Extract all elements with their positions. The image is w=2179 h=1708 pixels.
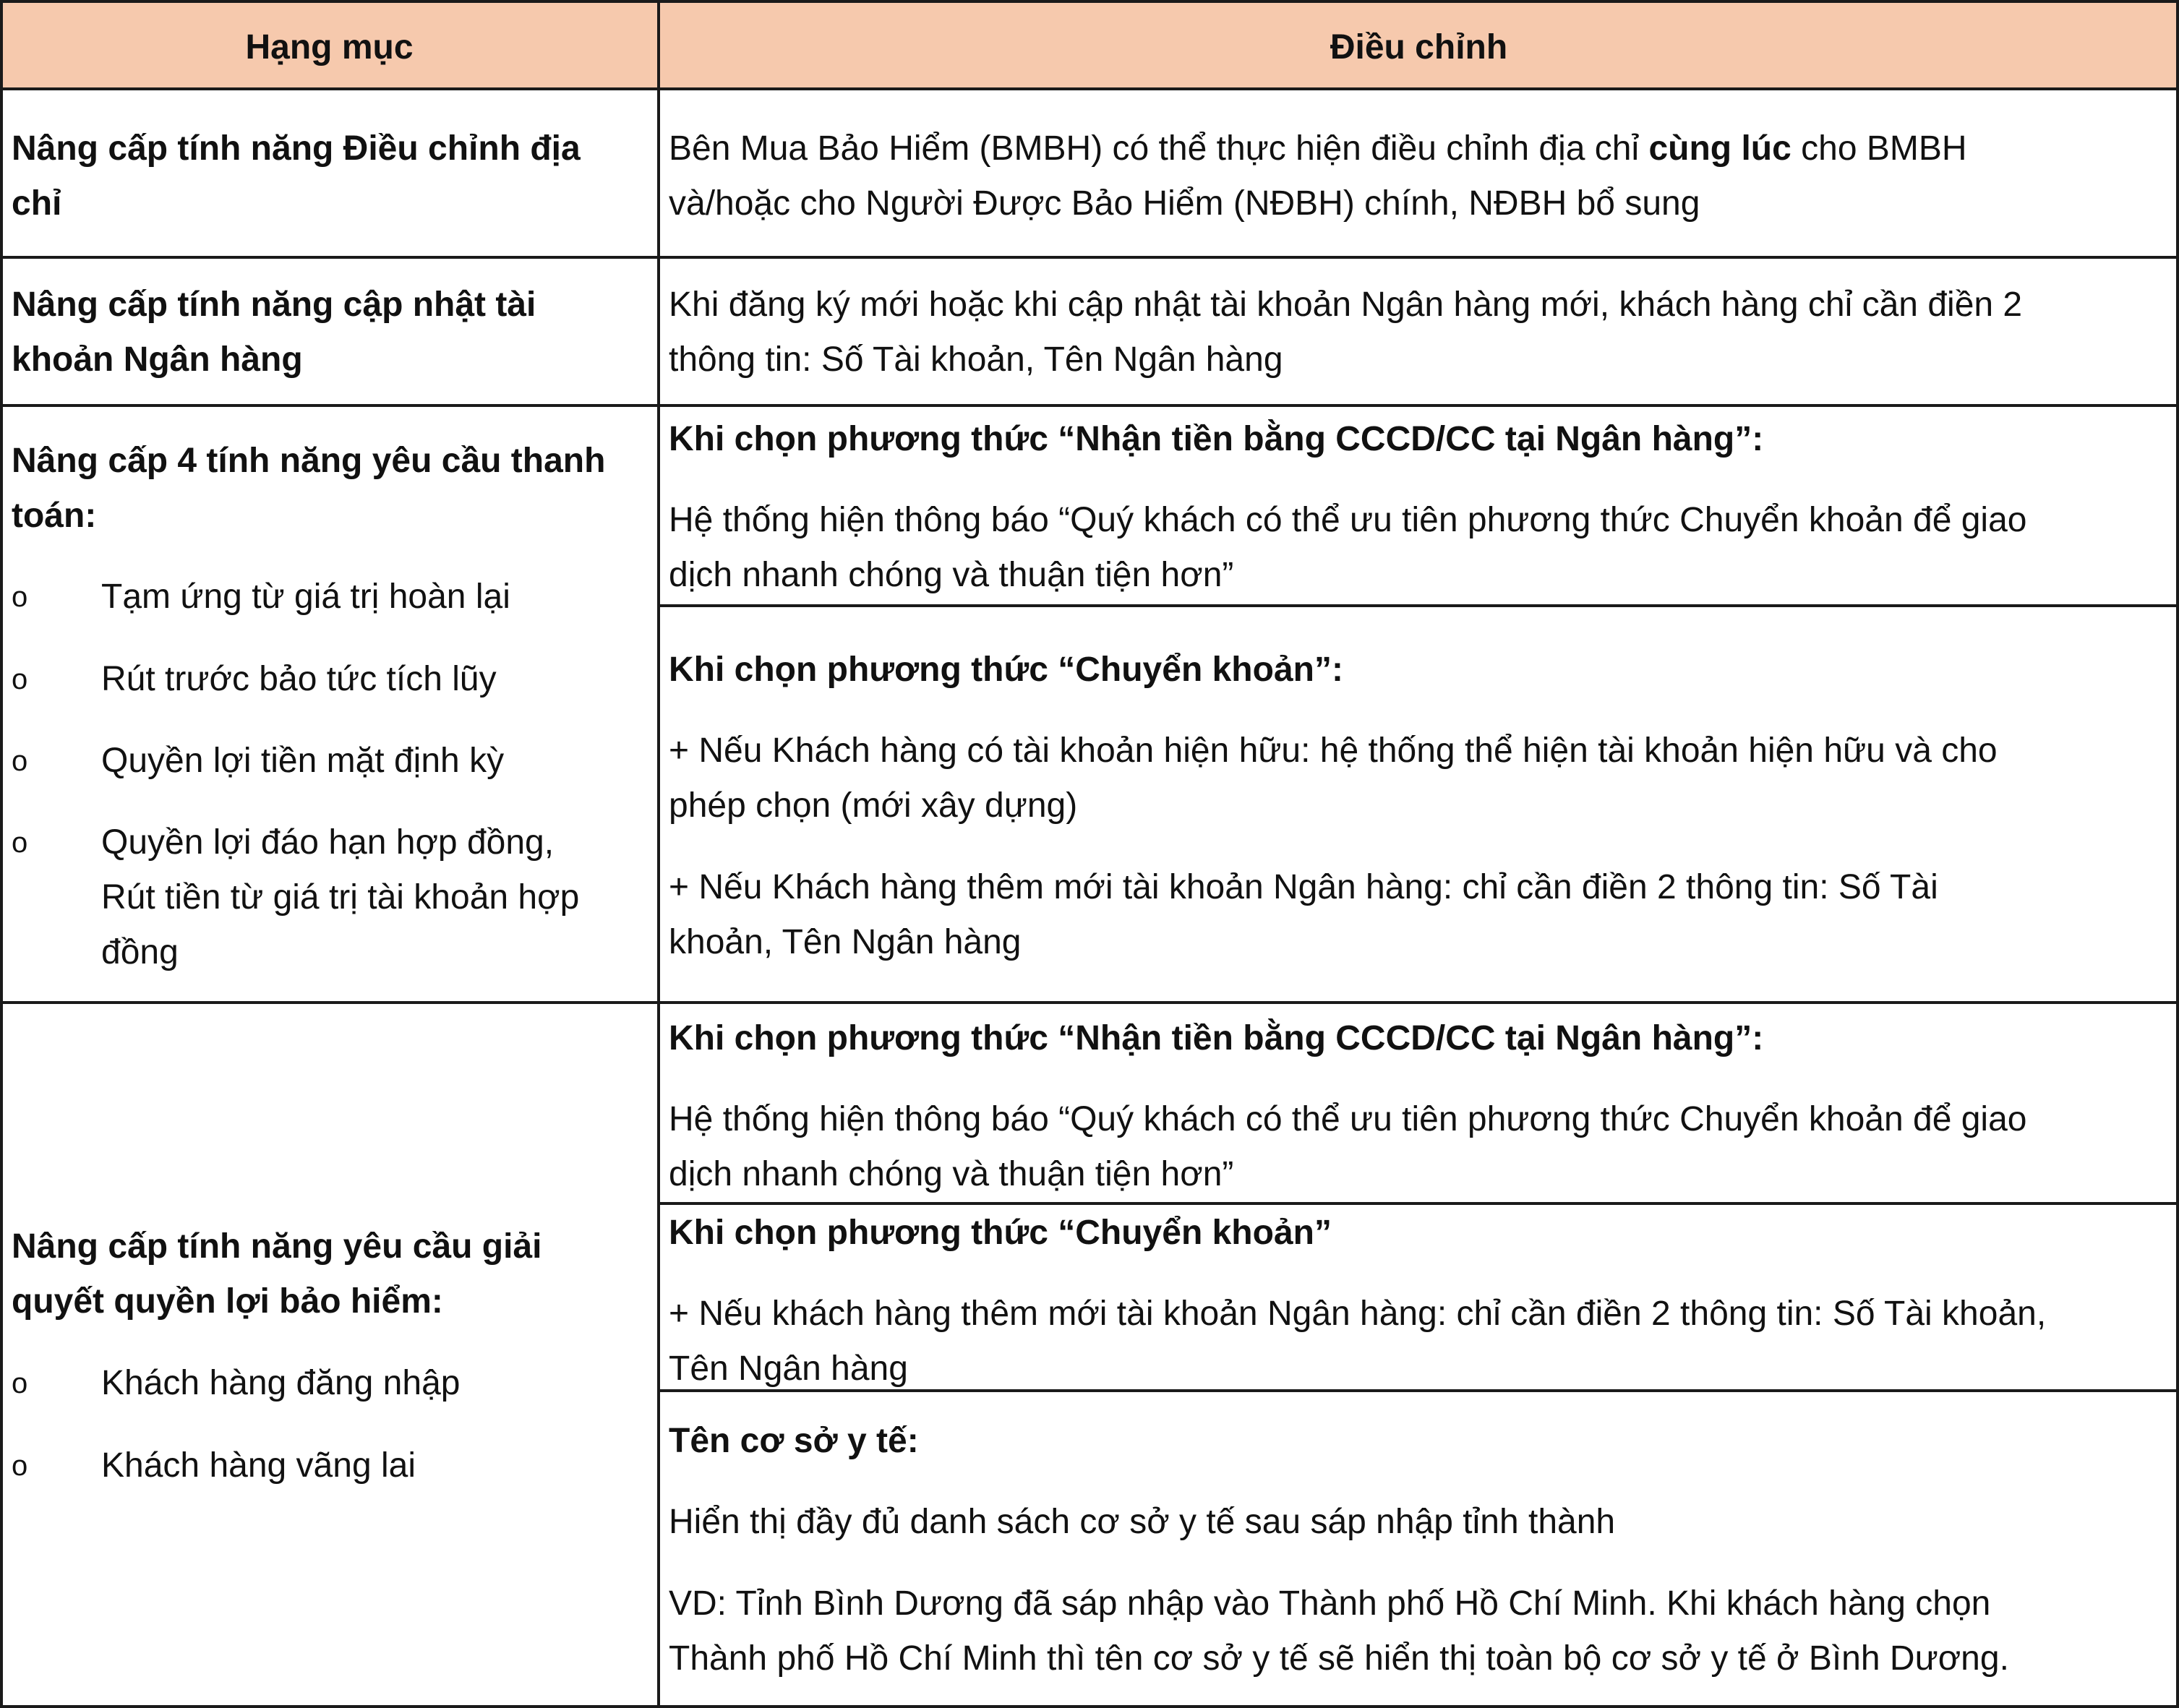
header-divider: [0, 87, 2179, 90]
table-border-top: [0, 0, 2179, 3]
row-divider: [0, 256, 2179, 259]
row1-adjustment-bold: cùng lúc: [1648, 129, 1791, 168]
row3-adjustment-line: khoản, Tên Ngân hàng: [669, 923, 1022, 961]
row2-category-line: khoản Ngân hàng: [12, 340, 303, 379]
bullet-icon: o: [12, 1368, 28, 1399]
row4-adjustment-heading: Khi chọn phương thức “Nhận tiền bằng CCCD/CC tại Ngân hàng”:: [669, 1019, 1764, 1057]
row4-adjustment-line: Hiển thị đầy đủ danh sách cơ sở y tế sau sáp nhập tỉnh thành: [669, 1503, 1616, 1541]
row4-category-item: Khách hàng đăng nhập: [101, 1364, 461, 1402]
row3-category-item: Rút trước bảo tức tích lũy: [101, 660, 497, 698]
row4-adjustment-line: Thành phố Hồ Chí Minh thì tên cơ sở y tế sẽ hiển thị toàn bộ cơ sở y tế ở Bình Dương.: [669, 1639, 2009, 1678]
row1-adjustment-text: cho BMBH: [1791, 129, 1967, 168]
row-divider: [0, 404, 2179, 407]
subcell-divider: [659, 1202, 2179, 1205]
row4-category-item: Khách hàng vãng lai: [101, 1446, 416, 1485]
row3-category-item: Tạm ứng từ giá trị hoàn lại: [101, 578, 510, 616]
row3-category-title: Nâng cấp 4 tính năng yêu cầu thanh: [12, 442, 606, 480]
row4-adjustment-line: Hệ thống hiện thông báo “Quý khách có thể ưu tiên phương thức Chuyển khoản để giao: [669, 1100, 2027, 1138]
row3-adjustment-heading: Khi chọn phương thức “Chuyển khoản”:: [669, 651, 1343, 689]
bullet-icon: o: [12, 581, 28, 613]
bullet-icon: o: [12, 1450, 28, 1482]
row3-category-item: Rút tiền từ giá trị tài khoản hợp: [101, 878, 580, 917]
bullet-icon: o: [12, 827, 28, 859]
row2-category-line: Nâng cấp tính năng cập nhật tài: [12, 286, 536, 324]
row4-adjustment-heading: Khi chọn phương thức “Chuyển khoản”: [669, 1214, 1332, 1252]
row1-adjustment-line: [669, 121, 1967, 176]
row4-adjustment-line: VD: Tỉnh Bình Dương đã sáp nhập vào Thành phố Hồ Chí Minh. Khi khách hàng chọn: [669, 1584, 1991, 1623]
row2-adjustment-line: Khi đăng ký mới hoặc khi cập nhật tài khoản Ngân hàng mới, khách hàng chỉ cần điền 2: [669, 286, 2023, 324]
table-border-bottom: [0, 1705, 2179, 1708]
row-divider: [0, 1001, 2179, 1004]
row1-adjustment-text: Bên Mua Bảo Hiểm (BMBH) có thể thực hiện điều chỉnh địa chỉ: [669, 129, 1649, 168]
row3-adjustment-line: + Nếu Khách hàng có tài khoản hiện hữu: hệ thống thể hiện tài khoản hiện hữu và cho: [669, 731, 1998, 770]
row3-adjustment-line: dịch nhanh chóng và thuận tiện hơn”: [669, 556, 1234, 594]
row4-adjustment-line: dịch nhanh chóng và thuận tiện hơn”: [669, 1155, 1234, 1193]
row3-adjustment-line: phép chọn (mới xây dựng): [669, 786, 1078, 825]
row3-category-title: toán:: [12, 497, 97, 535]
row4-category-title: Nâng cấp tính năng yêu cầu giải: [12, 1227, 542, 1266]
row4-category-title: quyết quyền lợi bảo hiểm:: [12, 1282, 443, 1321]
header-col-category: Hạng mục: [245, 28, 414, 66]
header-col-adjustment: Điều chỉnh: [1330, 28, 1508, 66]
bullet-icon: o: [12, 745, 28, 777]
bullet-icon: o: [12, 664, 28, 695]
row3-adjustment-line: Hệ thống hiện thông báo “Quý khách có thể ưu tiên phương thức Chuyển khoản để giao: [669, 501, 2027, 539]
row4-adjustment-heading: Tên cơ sở y tế:: [669, 1422, 919, 1460]
row3-category-item: Quyền lợi đáo hạn hợp đồng,: [101, 823, 555, 862]
row3-adjustment-line: + Nếu Khách hàng thêm mới tài khoản Ngân hàng: chỉ cần điền 2 thông tin: Số Tài: [669, 868, 1938, 906]
row4-adjustment-line: + Nếu khách hàng thêm mới tài khoản Ngân hàng: chỉ cần điền 2 thông tin: Số Tài khoản,: [669, 1295, 2047, 1333]
subcell-divider: [659, 604, 2179, 607]
row1-category-line: chỉ: [12, 184, 62, 223]
row4-adjustment-line: Tên Ngân hàng: [669, 1349, 908, 1388]
row1-category-line: Nâng cấp tính năng Điều chỉnh địa: [12, 129, 581, 168]
row1-adjustment-line: và/hoặc cho Người Được Bảo Hiểm (NĐBH) chính, NĐBH bổ sung: [669, 184, 1700, 223]
subcell-divider: [659, 1389, 2179, 1392]
row2-adjustment-line: thông tin: Số Tài khoản, Tên Ngân hàng: [669, 340, 1283, 379]
row3-adjustment-heading: Khi chọn phương thức “Nhận tiền bằng CCCD/CC tại Ngân hàng”:: [669, 420, 1764, 458]
row3-category-item: Quyền lợi tiền mặt định kỳ: [101, 742, 505, 780]
row3-category-item: đồng: [101, 933, 179, 971]
